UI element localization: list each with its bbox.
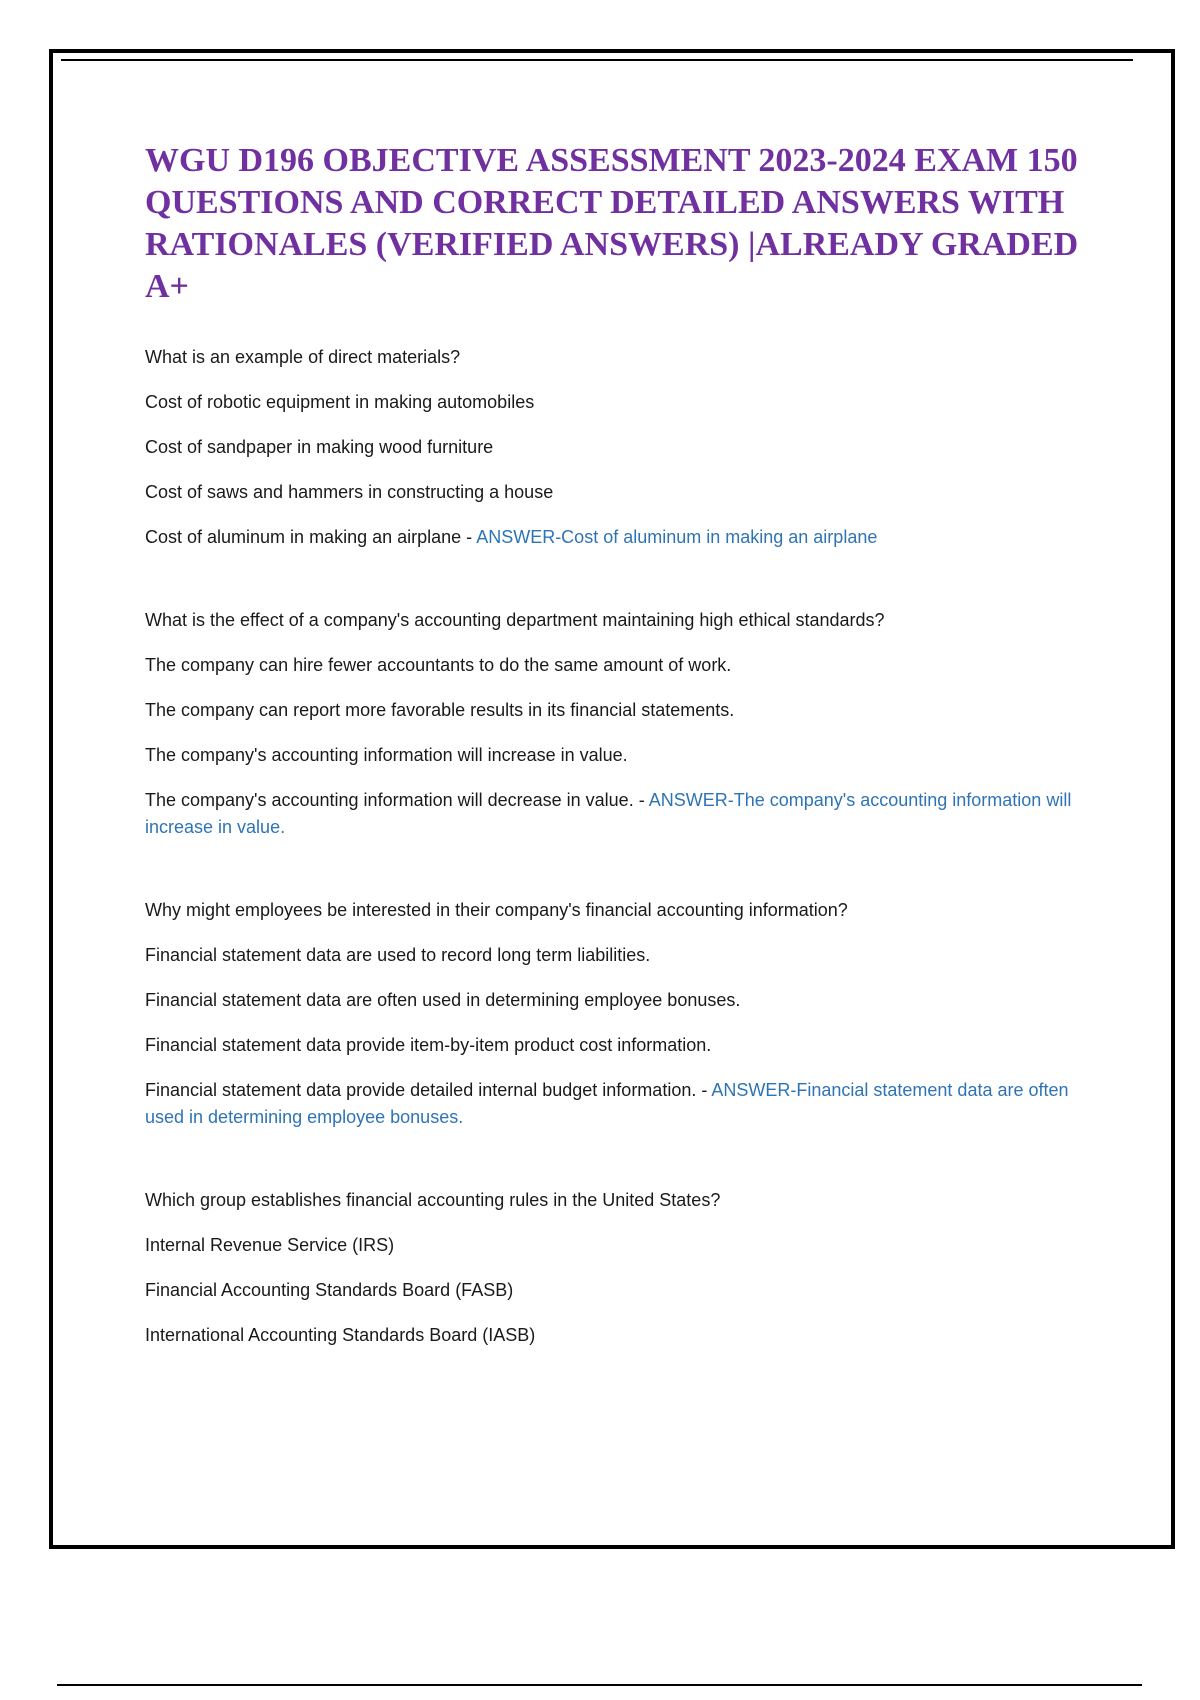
option-text: The company can report more favorable results in its financial statements. bbox=[145, 700, 735, 720]
bottom-rule bbox=[57, 1684, 1142, 1686]
last-option-with-answer bbox=[145, 524, 1095, 551]
answer-separator: - bbox=[696, 1080, 712, 1100]
question-text: Why might employees be interested in their company's financial accounting information? bbox=[145, 900, 848, 920]
option-text: The company's accounting information will decrease in value. bbox=[145, 790, 634, 810]
answer-text: ANSWER-Cost of aluminum in making an airplane bbox=[476, 527, 878, 547]
answer-separator: - bbox=[461, 527, 477, 547]
option-text: Cost of aluminum in making an airplane bbox=[145, 527, 462, 547]
question-block-4 bbox=[145, 1187, 1095, 1349]
document-title: WGU D196 OBJECTIVE ASSESSMENT 2023-2024 EXAM 150 QUESTIONS AND CORRECT DETAILED ANSWERS WITH RATIONALES (VERIFIED ANSWERS) |ALREADY GRADED A+ bbox=[145, 142, 1079, 305]
question-text: What is the effect of a company's accounting department maintaining high ethical standards? bbox=[145, 610, 885, 630]
option-text: Financial statement data provide item-by-item product cost information. bbox=[145, 1035, 712, 1055]
option-text: International Accounting Standards Board (IASB) bbox=[145, 1325, 536, 1345]
answer-text: ANSWER-The company's accounting information will increase in value. bbox=[145, 790, 1072, 837]
option-text: Cost of saws and hammers in constructing a house bbox=[145, 482, 554, 502]
last-option-with-answer bbox=[145, 787, 1095, 841]
last-option-with-answer bbox=[145, 1077, 1095, 1131]
option-text: Cost of robotic equipment in making automobiles bbox=[145, 392, 535, 412]
option-text: Cost of sandpaper in making wood furniture bbox=[145, 437, 494, 457]
option-text: Internal Revenue Service (IRS) bbox=[145, 1235, 395, 1255]
question-block-1 bbox=[145, 344, 1095, 551]
question-block-2 bbox=[145, 607, 1095, 841]
top-rule bbox=[61, 59, 1133, 61]
document-body bbox=[145, 140, 1095, 1405]
option-text: Financial statement data are used to record long term liabilities. bbox=[145, 945, 651, 965]
option-text: The company can hire fewer accountants to do the same amount of work. bbox=[145, 655, 732, 675]
option-text: The company's accounting information will increase in value. bbox=[145, 745, 628, 765]
answer-text: ANSWER-Financial statement data are often used in determining employee bonuses. bbox=[145, 1080, 1069, 1127]
option-text: Financial Accounting Standards Board (FASB) bbox=[145, 1280, 514, 1300]
option-text: Financial statement data provide detailed internal budget information. bbox=[145, 1080, 697, 1100]
answer-separator: - bbox=[633, 790, 649, 810]
question-block-3 bbox=[145, 897, 1095, 1131]
question-text: Which group establishes financial accounting rules in the United States? bbox=[145, 1190, 721, 1210]
option-text: Financial statement data are often used in determining employee bonuses. bbox=[145, 990, 741, 1010]
question-text: What is an example of direct materials? bbox=[145, 347, 461, 367]
